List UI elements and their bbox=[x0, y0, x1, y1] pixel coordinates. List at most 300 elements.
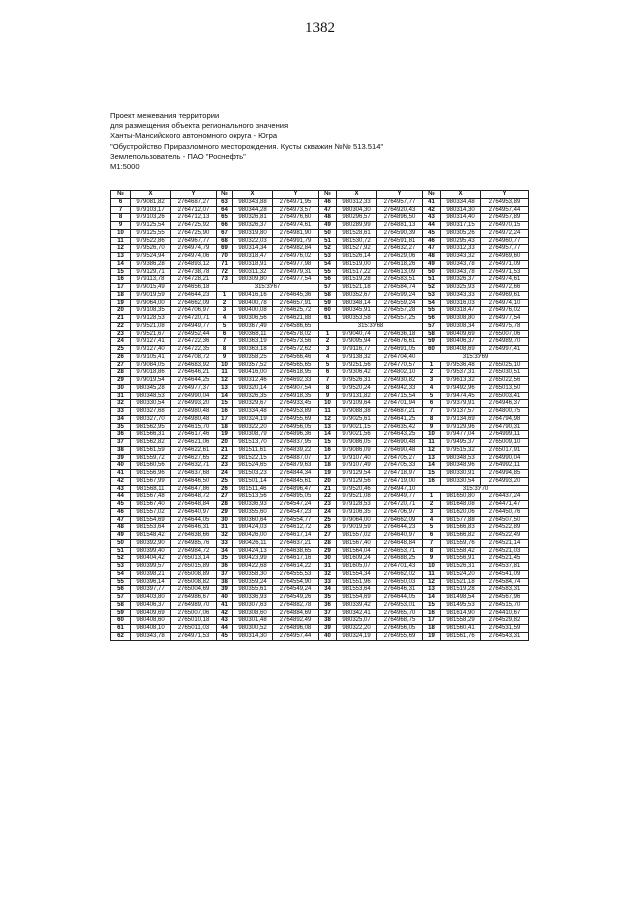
x-coordinate-cell: 981556,96 bbox=[131, 470, 171, 478]
y-coordinate-cell: 2764586,65 bbox=[273, 322, 319, 330]
y-coordinate-cell: 2764644,25 bbox=[171, 377, 217, 385]
table-row bbox=[111, 361, 529, 369]
y-coordinate-cell: 2764971,09 bbox=[481, 260, 529, 268]
x-coordinate-cell: 980311,32 bbox=[233, 268, 273, 276]
x-coordinate-cell: 979128,53 bbox=[337, 501, 377, 509]
point-number-cell: 65 bbox=[217, 214, 233, 222]
y-coordinate-cell: 2764683,92 bbox=[171, 361, 217, 369]
y-coordinate-cell: 2764896,50 bbox=[377, 214, 423, 222]
y-coordinate-cell: 2764653,71 bbox=[377, 547, 423, 555]
point-number-cell: 53 bbox=[111, 563, 131, 571]
point-number-cell: 1 bbox=[423, 361, 441, 369]
y-coordinate-cell: 2764627,65 bbox=[171, 454, 217, 462]
y-coordinate-cell: 2764644,23 bbox=[377, 524, 423, 532]
y-coordinate-cell: 2764638,65 bbox=[273, 547, 319, 555]
point-number-cell: 22 bbox=[217, 454, 233, 462]
x-coordinate-cell: 979129,56 bbox=[337, 477, 377, 485]
x-coordinate-cell: 980403,80 bbox=[131, 594, 171, 602]
x-coordinate-cell: 980343,32 bbox=[441, 253, 481, 261]
y-coordinate-cell: 2764617,14 bbox=[273, 532, 319, 540]
point-number-cell: 23 bbox=[319, 501, 337, 509]
y-coordinate-cell: 2764930,82 bbox=[377, 377, 423, 385]
y-coordinate-cell: 2764895,05 bbox=[273, 493, 319, 501]
point-number-cell: 18 bbox=[423, 625, 441, 633]
x-coordinate-cell: 981560,56 bbox=[131, 462, 171, 470]
point-number-cell: 6 bbox=[217, 330, 233, 338]
x-coordinate-cell: 979251,56 bbox=[337, 361, 377, 369]
y-coordinate-cell: 2764967,77 bbox=[171, 237, 217, 245]
y-coordinate-cell: 2764982,84 bbox=[273, 245, 319, 253]
table-row bbox=[111, 330, 529, 338]
point-number-cell: 38 bbox=[319, 617, 337, 625]
table-row bbox=[111, 539, 529, 547]
x-coordinate-cell: 980325,07 bbox=[337, 617, 377, 625]
y-coordinate-cell: 2764738,78 bbox=[171, 268, 217, 276]
y-coordinate-cell: 2764957,44 bbox=[481, 206, 529, 214]
point-number-cell: 16 bbox=[217, 408, 233, 416]
x-coordinate-cell: 981522,15 bbox=[233, 454, 273, 462]
point-number-cell: 11 bbox=[319, 408, 337, 416]
point-number-cell: 7 bbox=[319, 377, 337, 385]
y-coordinate-cell: 2764800,75 bbox=[481, 408, 529, 416]
point-number-cell: 34 bbox=[111, 415, 131, 423]
point-number-cell: 24 bbox=[111, 338, 131, 346]
point-number-cell: 2 bbox=[423, 501, 441, 509]
y-coordinate-cell: 2764725,92 bbox=[171, 222, 217, 230]
table-row bbox=[111, 516, 529, 524]
point-number-cell: 48 bbox=[111, 524, 131, 532]
point-number-cell: 4 bbox=[423, 516, 441, 524]
point-number-cell: 12 bbox=[423, 578, 441, 586]
y-coordinate-cell: 2764521,14 bbox=[481, 539, 529, 547]
table-row bbox=[111, 431, 529, 439]
x-coordinate-cell: 979521,08 bbox=[131, 322, 171, 330]
y-coordinate-cell: 2764522,89 bbox=[481, 524, 529, 532]
x-coordinate-cell: 980409,69 bbox=[441, 330, 481, 338]
y-coordinate-cell: 2764790,31 bbox=[481, 423, 529, 431]
point-number-cell: 52 bbox=[111, 555, 131, 563]
point-number-cell: 12 bbox=[217, 377, 233, 385]
x-coordinate-cell: 980352,67 bbox=[337, 291, 377, 299]
x-coordinate-cell: 981562,95 bbox=[131, 423, 171, 431]
point-number-cell: 52 bbox=[319, 245, 337, 253]
x-coordinate-cell: 980312,33 bbox=[337, 198, 377, 206]
column-header: № bbox=[111, 191, 131, 199]
x-coordinate-cell: 980348,96 bbox=[441, 462, 481, 470]
y-coordinate-cell: 2764437,24 bbox=[481, 493, 529, 501]
y-coordinate-cell: 2764549,26 bbox=[273, 594, 319, 602]
table-row bbox=[111, 408, 529, 416]
x-coordinate-cell: 981528,61 bbox=[337, 229, 377, 237]
y-coordinate-cell: 2765007,06 bbox=[481, 330, 529, 338]
x-coordinate-cell: 981553,64 bbox=[337, 586, 377, 594]
table-header-row bbox=[111, 191, 529, 199]
column-header: Y bbox=[273, 191, 319, 199]
y-coordinate-cell: 2764955,69 bbox=[377, 632, 423, 640]
y-coordinate-cell: 2764981,90 bbox=[273, 229, 319, 237]
point-number-cell: 7 bbox=[423, 408, 441, 416]
x-coordinate-cell: 981566,31 bbox=[131, 431, 171, 439]
header-line-land-user: Землепользователь - ПАО "Роснефть" bbox=[110, 151, 246, 161]
y-coordinate-cell: 2764892,49 bbox=[273, 617, 319, 625]
y-coordinate-cell: 2764956,05 bbox=[273, 423, 319, 431]
point-number-cell: 58 bbox=[319, 291, 337, 299]
point-number-cell: 25 bbox=[319, 516, 337, 524]
x-coordinate-cell: 979018,86 bbox=[131, 369, 171, 377]
point-number-cell: 9 bbox=[319, 392, 337, 400]
x-coordinate-cell: 981577,88 bbox=[441, 516, 481, 524]
x-coordinate-cell: 979386,28 bbox=[131, 260, 171, 268]
point-number-cell: 14 bbox=[423, 462, 441, 470]
point-number-cell: 13 bbox=[217, 384, 233, 392]
x-coordinate-cell: 980314,30 bbox=[233, 632, 273, 640]
point-number-cell: 14 bbox=[217, 392, 233, 400]
table-row bbox=[111, 400, 529, 408]
point-number-cell: 4 bbox=[423, 384, 441, 392]
point-number-cell: 1 bbox=[319, 330, 337, 338]
y-coordinate-cell: 2764648,72 bbox=[171, 493, 217, 501]
x-coordinate-cell: 981554,69 bbox=[131, 516, 171, 524]
x-coordinate-cell: 980345,28 bbox=[131, 384, 171, 392]
y-coordinate-cell: 2764541,09 bbox=[481, 570, 529, 578]
point-number-cell: 49 bbox=[423, 260, 441, 268]
y-coordinate-cell: 2765013,50 bbox=[481, 384, 529, 392]
point-number-cell: 39 bbox=[111, 454, 131, 462]
x-coordinate-cell: 980424,13 bbox=[233, 547, 273, 555]
x-coordinate-cell: 980309,80 bbox=[233, 276, 273, 284]
y-coordinate-cell: 2764645,36 bbox=[273, 291, 319, 299]
x-coordinate-cell: 980319,80 bbox=[233, 229, 273, 237]
table-row bbox=[111, 485, 529, 493]
y-coordinate-cell: 2764974,06 bbox=[171, 253, 217, 261]
column-header: Y bbox=[171, 191, 217, 199]
x-coordinate-cell: 979524,94 bbox=[131, 253, 171, 261]
point-number-cell: 8 bbox=[111, 214, 131, 222]
x-coordinate-cell: 980399,57 bbox=[131, 563, 171, 571]
y-coordinate-cell: 2764643,25 bbox=[377, 431, 423, 439]
y-coordinate-cell: 2764578,02 bbox=[273, 330, 319, 338]
point-number-cell: 21 bbox=[217, 446, 233, 454]
y-coordinate-cell: 2764712,07 bbox=[171, 206, 217, 214]
y-coordinate-cell: 2764583,51 bbox=[377, 276, 423, 284]
x-coordinate-cell: 979106,35 bbox=[337, 508, 377, 516]
y-coordinate-cell: 2764837,95 bbox=[273, 439, 319, 447]
document-header bbox=[110, 111, 383, 172]
table-row bbox=[111, 260, 529, 268]
y-coordinate-cell: 2764980,48 bbox=[171, 415, 217, 423]
y-coordinate-cell: 2764918,35 bbox=[273, 392, 319, 400]
y-coordinate-cell: 2764971,53 bbox=[171, 632, 217, 640]
x-coordinate-cell: 980327,68 bbox=[131, 408, 171, 416]
x-coordinate-cell: 980397,77 bbox=[131, 586, 171, 594]
table-row bbox=[111, 570, 529, 578]
y-coordinate-cell: 2764720,71 bbox=[171, 315, 217, 323]
y-coordinate-cell: 2764997,41 bbox=[481, 346, 529, 354]
y-coordinate-cell: 2764701,94 bbox=[377, 400, 423, 408]
table-row bbox=[111, 601, 529, 609]
point-number-cell: 45 bbox=[423, 229, 441, 237]
point-number-cell: 53 bbox=[319, 253, 337, 261]
y-coordinate-cell: 2764882,78 bbox=[273, 601, 319, 609]
y-coordinate-cell: 2764993,20 bbox=[481, 477, 529, 485]
x-coordinate-cell: 981521,18 bbox=[441, 578, 481, 586]
x-coordinate-cell: 980363,19 bbox=[233, 338, 273, 346]
x-coordinate-cell: 981614,90 bbox=[441, 609, 481, 617]
x-coordinate-cell: 979021,56 bbox=[337, 431, 377, 439]
y-coordinate-cell: 2764566,46 bbox=[273, 353, 319, 361]
y-coordinate-cell: 2765008,82 bbox=[171, 578, 217, 586]
y-coordinate-cell: 2764971,53 bbox=[481, 268, 529, 276]
point-number-cell: 27 bbox=[217, 493, 233, 501]
point-number-cell: 43 bbox=[217, 617, 233, 625]
x-coordinate-cell: 979536,48 bbox=[441, 361, 481, 369]
x-coordinate-cell: 980306,56 bbox=[233, 315, 273, 323]
y-coordinate-cell: 2764953,89 bbox=[481, 198, 529, 206]
y-coordinate-cell: 2764622,61 bbox=[171, 446, 217, 454]
x-coordinate-cell: 979131,82 bbox=[337, 392, 377, 400]
y-coordinate-cell: 2764583,31 bbox=[481, 586, 529, 594]
y-coordinate-cell: 2764690,48 bbox=[377, 439, 423, 447]
x-coordinate-cell: 980308,60 bbox=[233, 609, 273, 617]
x-coordinate-cell: 980348,53 bbox=[131, 392, 171, 400]
y-coordinate-cell: 2764690,48 bbox=[377, 446, 423, 454]
point-number-cell: 59 bbox=[319, 299, 337, 307]
y-coordinate-cell: 2764637,68 bbox=[171, 470, 217, 478]
y-coordinate-cell: 2764975,78 bbox=[481, 322, 529, 330]
point-number-cell: 3 bbox=[319, 346, 337, 354]
y-coordinate-cell: 2764986,67 bbox=[171, 594, 217, 602]
x-coordinate-cell: 980358,30 bbox=[233, 570, 273, 578]
point-number-cell: 3 bbox=[423, 377, 441, 385]
y-coordinate-cell: 2764554,90 bbox=[273, 578, 319, 586]
table-row bbox=[111, 454, 529, 462]
x-coordinate-cell: 981650,80 bbox=[441, 493, 481, 501]
point-number-cell: 6 bbox=[423, 532, 441, 540]
point-number-cell: 56 bbox=[111, 586, 131, 594]
y-coordinate-cell: 2764977,54 bbox=[273, 276, 319, 284]
point-number-cell: 33 bbox=[319, 578, 337, 586]
y-coordinate-cell: 2765009,10 bbox=[481, 439, 529, 447]
x-coordinate-cell: 981513,56 bbox=[233, 493, 273, 501]
y-coordinate-cell: 2764971,95 bbox=[273, 198, 319, 206]
point-number-cell: 23 bbox=[111, 330, 131, 338]
y-coordinate-cell: 2764559,24 bbox=[377, 299, 423, 307]
x-coordinate-cell: 979019,54 bbox=[131, 377, 171, 385]
point-number-cell: 26 bbox=[111, 353, 131, 361]
x-coordinate-cell: 981558,42 bbox=[441, 547, 481, 555]
y-coordinate-cell: 2764646,31 bbox=[377, 586, 423, 594]
column-header: Y bbox=[377, 191, 423, 199]
x-coordinate-cell: 980314,40 bbox=[441, 214, 481, 222]
y-coordinate-cell: 2765025,10 bbox=[481, 361, 529, 369]
y-coordinate-cell: 2764896,47 bbox=[273, 485, 319, 493]
x-coordinate-cell: 980326,37 bbox=[233, 222, 273, 230]
y-coordinate-cell: 2764722,35 bbox=[171, 346, 217, 354]
y-coordinate-cell: 2764549,24 bbox=[273, 586, 319, 594]
x-coordinate-cell: 981524,65 bbox=[233, 462, 273, 470]
table-row bbox=[111, 524, 529, 532]
point-number-cell: 54 bbox=[111, 570, 131, 578]
point-number-cell: 16 bbox=[423, 477, 441, 485]
point-number-cell: 37 bbox=[217, 570, 233, 578]
x-coordinate-cell: 979107,40 bbox=[337, 454, 377, 462]
point-number-cell: 68 bbox=[217, 237, 233, 245]
point-number-cell: 19 bbox=[319, 470, 337, 478]
y-coordinate-cell: 2764956,05 bbox=[377, 625, 423, 633]
x-coordinate-cell: 980301,48 bbox=[233, 617, 273, 625]
y-coordinate-cell: 2764977,98 bbox=[273, 260, 319, 268]
table-row bbox=[111, 229, 529, 237]
y-coordinate-cell: 2764687,21 bbox=[377, 408, 423, 416]
y-coordinate-cell: 2764705,27 bbox=[377, 454, 423, 462]
point-number-cell: 25 bbox=[217, 477, 233, 485]
point-number-cell: 10 bbox=[423, 431, 441, 439]
y-coordinate-cell: 2764942,33 bbox=[377, 384, 423, 392]
y-coordinate-cell: 2764537,81 bbox=[481, 563, 529, 571]
point-number-cell: 33 bbox=[111, 408, 131, 416]
point-number-cell: 22 bbox=[111, 322, 131, 330]
y-coordinate-cell: 2764953,01 bbox=[377, 601, 423, 609]
y-coordinate-cell: 2764638,66 bbox=[171, 532, 217, 540]
y-coordinate-cell: 2764692,33 bbox=[273, 377, 319, 385]
y-coordinate-cell: 2764974,10 bbox=[481, 299, 529, 307]
y-coordinate-cell: 2764704,40 bbox=[377, 353, 423, 361]
x-coordinate-cell: 980408,60 bbox=[131, 617, 171, 625]
x-coordinate-cell: 980336,93 bbox=[233, 594, 273, 602]
point-number-cell: 16 bbox=[111, 276, 131, 284]
x-coordinate-cell: 979128,53 bbox=[131, 315, 171, 323]
table-row bbox=[111, 532, 529, 540]
y-coordinate-cell: 2764547,24 bbox=[273, 501, 319, 509]
point-number-cell: 12 bbox=[111, 245, 131, 253]
x-coordinate-cell: 980316,03 bbox=[441, 299, 481, 307]
y-coordinate-cell: 2765003,41 bbox=[481, 392, 529, 400]
point-number-cell: 49 bbox=[111, 532, 131, 540]
point-number-cell: 11 bbox=[423, 439, 441, 447]
point-number-cell: 6 bbox=[111, 198, 131, 206]
x-coordinate-cell: 980422,68 bbox=[233, 563, 273, 571]
x-coordinate-cell: 981568,11 bbox=[131, 485, 171, 493]
point-number-cell: 19 bbox=[111, 299, 131, 307]
point-number-cell: 48 bbox=[319, 214, 337, 222]
table-row bbox=[111, 563, 529, 571]
y-coordinate-cell: 2764635,42 bbox=[377, 423, 423, 431]
y-coordinate-cell: 2764715,54 bbox=[377, 392, 423, 400]
point-number-cell: 44 bbox=[217, 625, 233, 633]
y-coordinate-cell: 2764615,70 bbox=[171, 423, 217, 431]
y-coordinate-cell: 2764881,13 bbox=[377, 222, 423, 230]
x-coordinate-cell: 979108,35 bbox=[131, 307, 171, 315]
x-coordinate-cell: 981519,28 bbox=[337, 276, 377, 284]
x-coordinate-cell: 980409,69 bbox=[131, 609, 171, 617]
x-coordinate-cell: 980400,08 bbox=[233, 307, 273, 315]
x-coordinate-cell: 979520,24 bbox=[337, 384, 377, 392]
y-coordinate-cell: 2764953,89 bbox=[273, 408, 319, 416]
y-coordinate-cell: 2764629,06 bbox=[377, 253, 423, 261]
y-coordinate-cell: 2764976,02 bbox=[273, 253, 319, 261]
y-coordinate-cell: 2764976,02 bbox=[481, 307, 529, 315]
point-number-cell: 32 bbox=[111, 400, 131, 408]
y-coordinate-cell: 2764989,70 bbox=[171, 601, 217, 609]
point-number-cell: 5 bbox=[217, 322, 233, 330]
y-coordinate-cell: 2765007,06 bbox=[171, 609, 217, 617]
y-coordinate-cell: 2764554,77 bbox=[273, 516, 319, 524]
y-coordinate-cell: 2764521,45 bbox=[481, 555, 529, 563]
x-coordinate-cell: 980368,11 bbox=[233, 330, 273, 338]
y-coordinate-cell: 2764618,26 bbox=[377, 260, 423, 268]
x-coordinate-cell: 980322,20 bbox=[233, 423, 273, 431]
table-row bbox=[111, 439, 529, 447]
x-coordinate-cell: 980326,37 bbox=[441, 276, 481, 284]
point-number-cell: 7 bbox=[217, 338, 233, 346]
y-coordinate-cell: 2764701,43 bbox=[377, 563, 423, 571]
point-number-cell: 55 bbox=[111, 578, 131, 586]
point-number-cell: 34 bbox=[319, 586, 337, 594]
y-coordinate-cell: 2764985,76 bbox=[171, 539, 217, 547]
y-coordinate-cell: 2764946,37 bbox=[481, 400, 529, 408]
y-coordinate-cell: 2764637,21 bbox=[273, 539, 319, 547]
y-coordinate-cell: 2764993,20 bbox=[171, 400, 217, 408]
y-coordinate-cell: 2764907,54 bbox=[273, 384, 319, 392]
section-label: 315:3У67 bbox=[217, 284, 319, 292]
table-row bbox=[111, 214, 529, 222]
point-number-cell: 51 bbox=[319, 237, 337, 245]
x-coordinate-cell: 981524,20 bbox=[441, 570, 481, 578]
y-coordinate-cell: 2764555,53 bbox=[273, 570, 319, 578]
x-coordinate-cell: 980325,93 bbox=[441, 284, 481, 292]
point-number-cell: 28 bbox=[217, 501, 233, 509]
y-coordinate-cell: 2764884,69 bbox=[273, 609, 319, 617]
x-coordinate-cell: 980355,61 bbox=[233, 586, 273, 594]
y-coordinate-cell: 2764973,57 bbox=[273, 206, 319, 214]
point-number-cell: 13 bbox=[111, 253, 131, 261]
point-number-cell: 32 bbox=[217, 532, 233, 540]
y-coordinate-cell: 2765004,69 bbox=[171, 586, 217, 594]
point-number-cell: 55 bbox=[423, 307, 441, 315]
y-coordinate-cell: 2764722,36 bbox=[171, 338, 217, 346]
y-coordinate-cell: 2765013,14 bbox=[171, 555, 217, 563]
y-coordinate-cell: 2764974,61 bbox=[481, 276, 529, 284]
point-number-cell: 34 bbox=[217, 547, 233, 555]
x-coordinate-cell: 981561,59 bbox=[131, 446, 171, 454]
x-coordinate-cell: 980358,25 bbox=[233, 353, 273, 361]
y-coordinate-cell: 2764879,63 bbox=[273, 462, 319, 470]
point-number-cell: 19 bbox=[423, 632, 441, 640]
x-coordinate-cell: 980399,40 bbox=[131, 547, 171, 555]
point-number-cell: 1 bbox=[217, 291, 233, 299]
y-coordinate-cell: 2764572,62 bbox=[273, 346, 319, 354]
y-coordinate-cell: 2764957,89 bbox=[481, 214, 529, 222]
point-number-cell: 3 bbox=[423, 508, 441, 516]
x-coordinate-cell: 979526,31 bbox=[337, 377, 377, 385]
table-row bbox=[111, 268, 529, 276]
y-coordinate-cell: 2764839,22 bbox=[273, 446, 319, 454]
y-coordinate-cell: 2764646,31 bbox=[171, 524, 217, 532]
x-coordinate-cell: 979109,64 bbox=[337, 400, 377, 408]
header-line-purpose: для размещения объекта регионального значения bbox=[110, 121, 289, 131]
y-coordinate-cell: 2764450,76 bbox=[481, 508, 529, 516]
x-coordinate-cell: 980343,33 bbox=[441, 291, 481, 299]
point-number-cell: 4 bbox=[319, 353, 337, 361]
y-coordinate-cell: 2764974,61 bbox=[273, 222, 319, 230]
point-number-cell: 13 bbox=[319, 423, 337, 431]
point-number-cell: 36 bbox=[319, 601, 337, 609]
point-number-cell: 18 bbox=[111, 291, 131, 299]
table-row bbox=[111, 353, 529, 361]
x-coordinate-cell: 981567,40 bbox=[131, 501, 171, 509]
column-header: № bbox=[319, 191, 337, 199]
x-coordinate-cell: 981527,92 bbox=[337, 245, 377, 253]
